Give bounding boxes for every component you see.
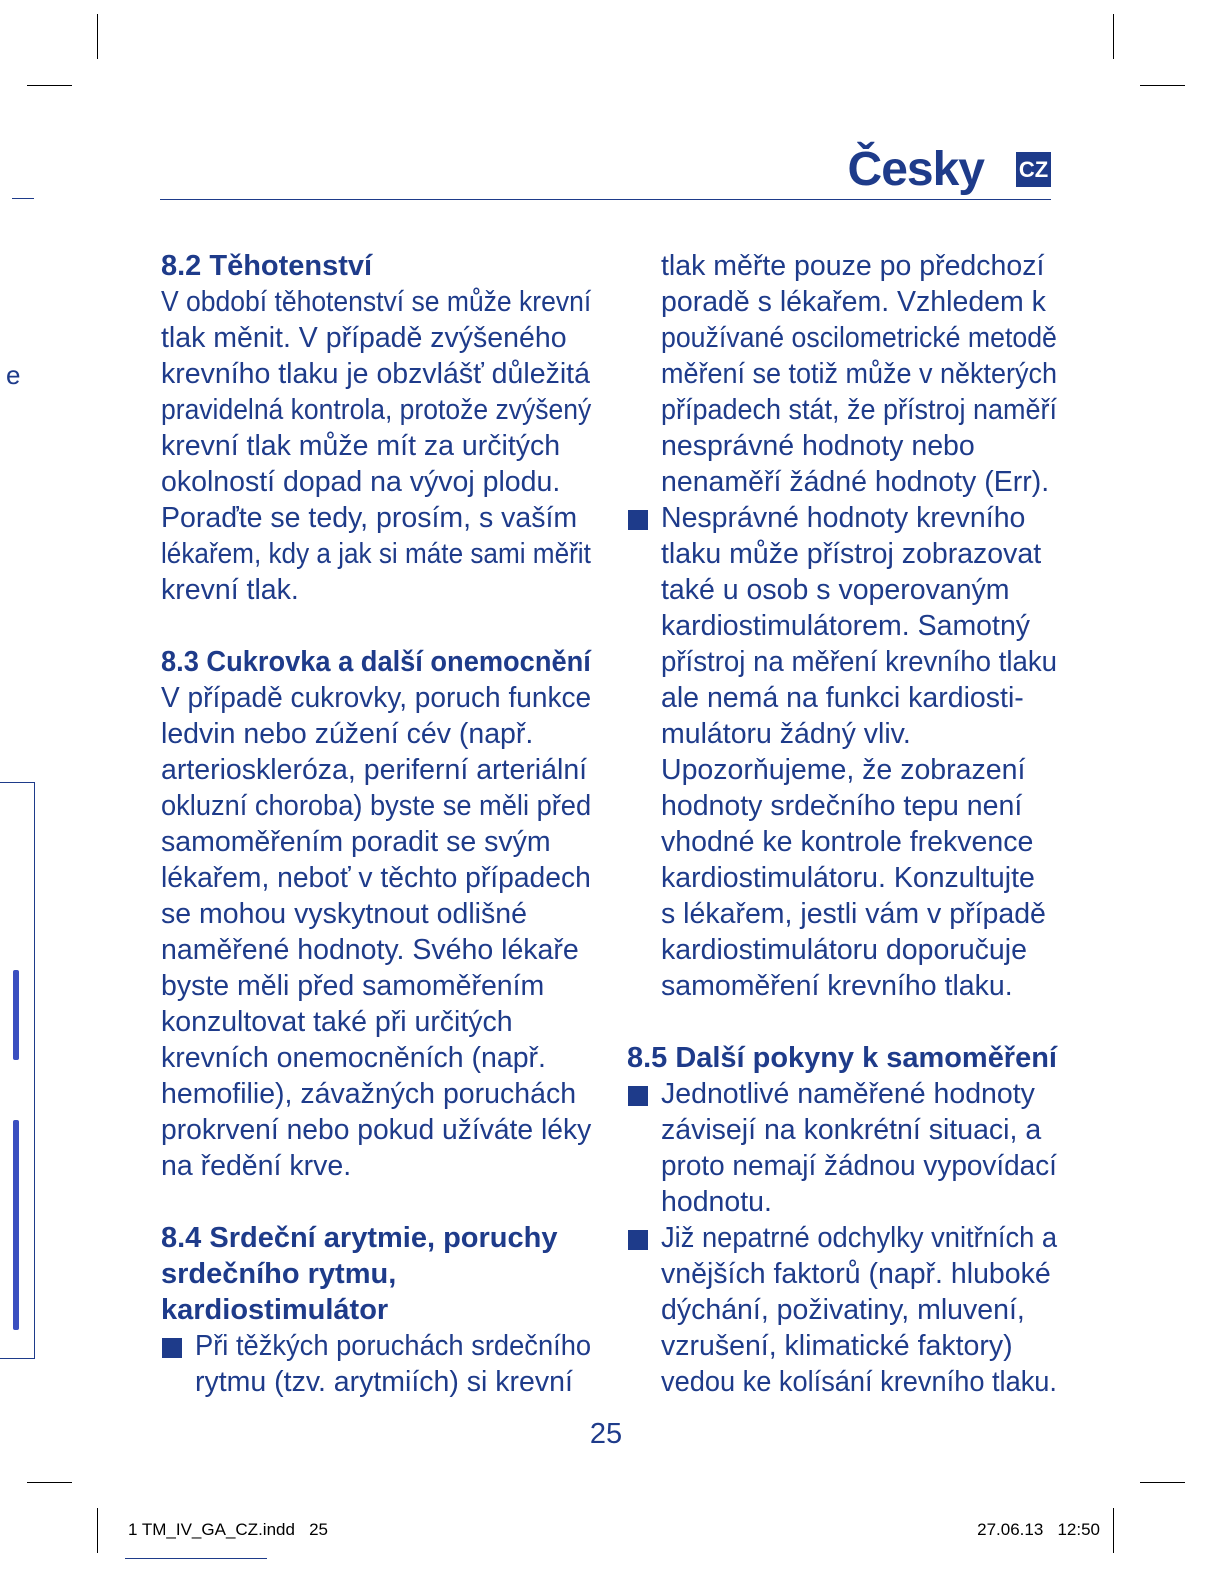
text-line: lékařem, kdy a jak si máte sami měřit <box>161 538 591 570</box>
text-line: V období těhotenství se může krevní <box>161 286 592 318</box>
text-line: krevních onemocněních (např. <box>161 1042 546 1074</box>
text-line: Poraďte se tedy, prosím, s vaším <box>161 502 578 534</box>
text-line: Již nepatrné odchylky vnitřních a <box>661 1222 1058 1254</box>
text-line: případech stát, že přístroj naměří <box>661 394 1058 426</box>
text-line: kardiostimulátorem. Samotný <box>661 610 1031 642</box>
text-line: pravidelná kontrola, protože zvýšený <box>161 394 592 426</box>
text-line: proto nemají žádnou vypovídací <box>661 1150 1057 1182</box>
left-edge-bar <box>13 1120 19 1330</box>
text-line: lékařem, neboť v těchto případech <box>161 862 591 894</box>
page-number: 25 <box>589 1418 623 1450</box>
left-edge-bar <box>13 970 19 1060</box>
left-column <box>161 248 621 1400</box>
text-line: Při těžkých poruchách srdečního <box>195 1330 592 1362</box>
text-line: ale nemá na funkci kardiosti- <box>661 682 1024 714</box>
text-line: naměřené hodnoty. Svého lékaře <box>161 934 579 966</box>
text-line: Jednotlivé naměřené hodnoty <box>661 1078 1035 1110</box>
text-line: měření se totiž může v některých <box>661 358 1058 390</box>
list-item <box>627 1076 1087 1220</box>
text-line: používané oscilometrické metodě <box>661 322 1057 354</box>
right-column <box>627 248 1087 1400</box>
text-line: vhodné ke kontrole frekvence <box>661 826 1034 858</box>
square-bullet-icon <box>628 1086 648 1106</box>
text-line: se mohou vyskytnout odlišné <box>161 898 527 930</box>
text-line: okolností dopad na vývoj plodu. <box>161 466 561 498</box>
section-heading-8-4 <box>161 1220 557 1328</box>
text-line: nesprávné hodnoty nebo <box>661 430 975 462</box>
square-bullet-icon <box>162 1338 182 1358</box>
text-line: hodnoty srdečního tepu není <box>661 790 1023 822</box>
section-heading-8-5: 8.5 Další pokyny k samoměření <box>627 1042 1057 1074</box>
crop-mark <box>1113 1508 1114 1553</box>
text-line: dýchání, poživatiny, mluvení, <box>661 1294 1025 1326</box>
text-line: okluzní choroba) byste se měli před <box>161 790 592 822</box>
text-line: tlaku může přístroj zobrazovat <box>661 538 1042 570</box>
text-line: s lékařem, jestli vám v případě <box>661 898 1046 930</box>
list-item <box>161 1328 621 1400</box>
text-line: samoměření krevního tlaku. <box>661 970 1013 1002</box>
text-line: poradě s lékařem. Vzhledem k <box>661 286 1046 318</box>
crop-mark <box>97 1508 98 1553</box>
text-line: vzrušení, klimatické faktory) <box>661 1330 1013 1362</box>
section-heading-8-2: 8.2 Těhotenství <box>161 250 373 282</box>
text-line: hodnotu. <box>661 1186 772 1218</box>
crop-mark <box>1113 14 1114 59</box>
crop-mark <box>12 198 34 199</box>
text-line: prokrvení nebo pokud užíváte léky <box>161 1114 592 1146</box>
square-bullet-icon <box>628 1230 648 1250</box>
text-line: V případě cukrovky, poruch funkce <box>161 682 592 714</box>
crop-mark <box>1140 85 1185 86</box>
heading-line: 8.4 Srdeční arytmie, poruchy <box>161 1222 558 1254</box>
text-line: krevní tlak. <box>161 574 299 606</box>
text-line: vnějších faktorů (např. hluboké <box>661 1258 1051 1290</box>
page-language-title: Česky <box>847 143 984 196</box>
list-item-continuation <box>627 248 1087 500</box>
text-line: Nesprávné hodnoty krevního <box>661 502 1026 534</box>
square-bullet-icon <box>628 510 648 530</box>
text-line: nenaměří žádné hodnoty (Err). <box>661 466 1050 498</box>
text-line: rytmu (tzv. arytmiích) si krevní <box>195 1366 573 1398</box>
language-badge: CZ <box>1016 152 1051 187</box>
header-rule <box>160 199 1051 200</box>
text-line: byste měli před samoměřením <box>161 970 545 1002</box>
text-line: ledvin nebo zúžení cév (např. <box>161 718 534 750</box>
text-line: přístroj na měření krevního tlaku <box>661 646 1058 678</box>
heading-line: kardiostimulátor <box>161 1294 389 1326</box>
edge-glyph: e <box>6 360 21 390</box>
text-line: krevního tlaku je obzvlášť důležitá <box>161 358 590 390</box>
print-slug-file: 1 TM_IV_GA_CZ.indd 25 <box>128 1520 329 1539</box>
text-line: mulátoru žádný vliv. <box>661 718 911 750</box>
print-slug-date: 27.06.13 12:50 <box>977 1520 1100 1539</box>
text-line: tlak měnit. V případě zvýšeného <box>161 322 567 354</box>
heading-line: srdečního rytmu, <box>161 1258 397 1290</box>
text-line: tlak měřte pouze po předchozí <box>661 250 1045 282</box>
text-line: také u osob s voperovaným <box>661 574 1010 606</box>
text-line: kardiostimulátoru doporučuje <box>661 934 1027 966</box>
crop-mark <box>1140 1482 1185 1483</box>
text-line: konzultovat také při určitých <box>161 1006 513 1038</box>
text-line: kardiostimulátoru. Konzultujte <box>661 862 1035 894</box>
text-line: samoměřením poradit se svým <box>161 826 551 858</box>
text-line: arterioskleróza, periferní arteriální <box>161 754 588 786</box>
crop-mark <box>97 14 98 59</box>
text-line: krevní tlak může mít za určitých <box>161 430 561 462</box>
text-line: Upozorňujeme, že zobrazení <box>661 754 1026 786</box>
text-line: vedou ke kolísání krevního tlaku. <box>661 1366 1057 1398</box>
list-item <box>627 500 1087 1004</box>
section-heading-8-3: 8.3 Cukrovka a další onemocnění <box>161 646 591 678</box>
text-line: závisejí na konkrétní situaci, a <box>661 1114 1042 1146</box>
text-line: na ředění krve. <box>161 1150 352 1182</box>
slug-underline <box>125 1558 267 1559</box>
crop-mark <box>27 1482 72 1483</box>
list-item <box>627 1220 1087 1400</box>
crop-mark <box>27 85 72 86</box>
text-line: hemofilie), závažných poruchách <box>161 1078 577 1110</box>
